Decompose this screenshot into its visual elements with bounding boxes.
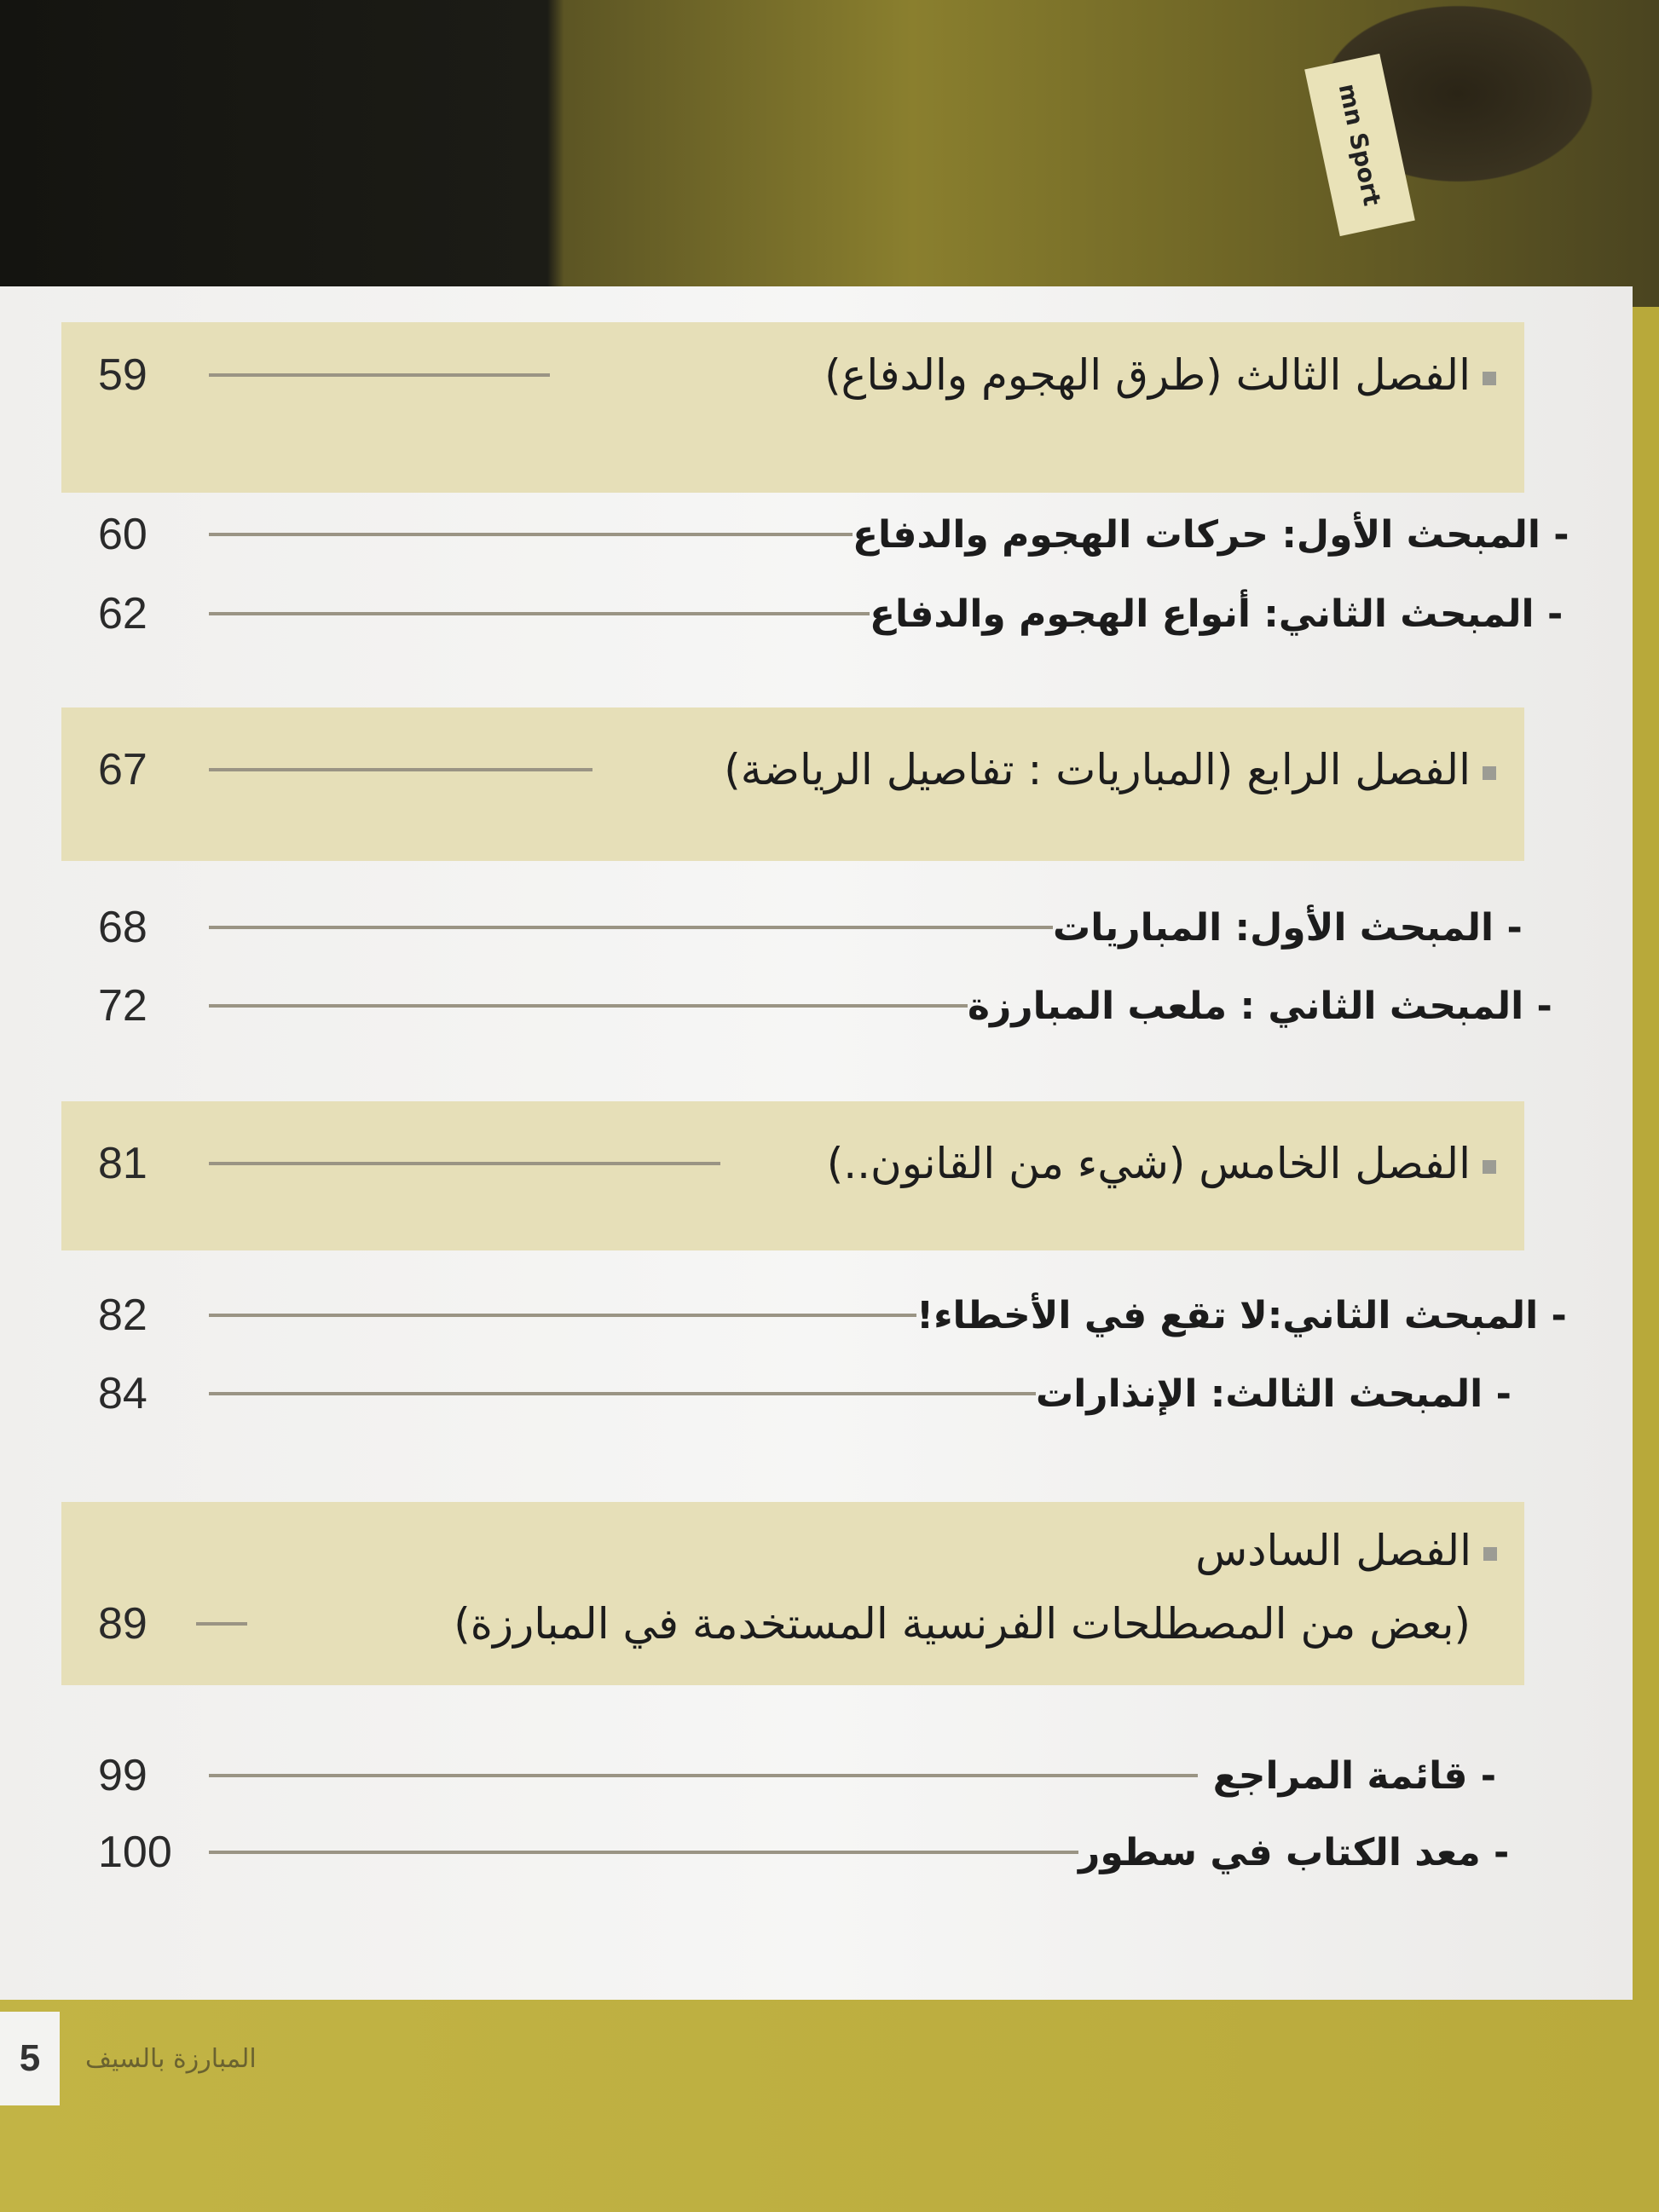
toc-entry-section[interactable] [98, 902, 1523, 953]
page-number: 72 [98, 981, 147, 1031]
leader-line [209, 926, 1053, 929]
toc-entry-author[interactable] [98, 1827, 1510, 1878]
bullet-icon [1483, 1160, 1496, 1174]
toc-entry-references[interactable] [98, 1750, 1496, 1801]
page-number: 99 [98, 1751, 147, 1800]
sport-tag: mn Sport [1304, 54, 1415, 236]
bottom-strip [0, 2000, 1659, 2212]
toc-entry-chapter-3[interactable] [98, 345, 1496, 405]
page-number: 62 [98, 589, 147, 638]
toc-entry-chapter-4[interactable] [98, 740, 1496, 800]
section-title: - المبحث الثاني: أنواع الهجوم والدفاع [870, 592, 1564, 636]
page-number: 59 [98, 350, 147, 400]
chapter-title: الفصل الثالث (طرق الهجوم والدفاع) [550, 350, 1496, 400]
chapter-title: (بعض من المصطلحات الفرنسية المستخدمة في المبارزة) [454, 1599, 1471, 1649]
page-number: 81 [98, 1139, 147, 1188]
toc-entry-chapter-6[interactable] [98, 1594, 1496, 1654]
section-title: - المبحث الأول: حركات الهجوم والدفاع [853, 512, 1569, 557]
leader-line [209, 1851, 1078, 1854]
page-number: 60 [98, 510, 147, 559]
chapter-title: الفصل الخامس (شيء من القانون..) [720, 1139, 1496, 1188]
toc-entry-section[interactable] [98, 980, 1552, 1031]
section-title: - المبحث الثالث: الإنذارات [1036, 1372, 1512, 1416]
header-photo [0, 0, 1659, 307]
bullet-icon [1483, 1547, 1497, 1561]
leader-line [209, 1774, 1198, 1777]
toc-entry-section[interactable] [98, 509, 1569, 560]
chapter-6-heading: الفصل السادس [1195, 1526, 1497, 1575]
leader-line [209, 373, 550, 377]
leader-line [209, 1162, 720, 1165]
page-number: 82 [98, 1291, 147, 1340]
section-title: - المبحث الأول: المباريات [1053, 905, 1523, 950]
page-number: 89 [98, 1599, 147, 1649]
toc-entry-section[interactable] [98, 1290, 1567, 1341]
leader-line [209, 1004, 968, 1008]
page-number: 68 [98, 903, 147, 952]
toc-entry-chapter-5[interactable] [98, 1134, 1496, 1193]
bullet-icon [1483, 372, 1496, 385]
section-title: - قائمة المراجع [1212, 1753, 1496, 1798]
page-number: 67 [98, 745, 147, 794]
footer-book-title: المبارزة بالسيف [85, 2044, 257, 2074]
chapter-title: الفصل الرابع (المباريات : تفاصيل الرياضة) [592, 745, 1496, 794]
section-title: - المبحث الثاني:لا تقع في الأخطاء! [916, 1293, 1567, 1337]
toc-entry-section[interactable] [98, 588, 1564, 639]
bullet-icon [1483, 766, 1496, 780]
toc-entry-section[interactable] [98, 1368, 1512, 1419]
footer-page-number: 5 [0, 2012, 60, 2105]
leader-line [209, 533, 853, 536]
section-title: - معد الكتاب في سطور [1078, 1830, 1510, 1874]
leader-line [209, 612, 870, 615]
page-number: 100 [98, 1828, 172, 1877]
leader-line [196, 1622, 247, 1626]
section-title: - المبحث الثاني : ملعب المبارزة [968, 984, 1552, 1028]
leader-line [209, 1392, 1036, 1395]
leader-line [209, 768, 592, 771]
page-number: 84 [98, 1369, 147, 1418]
leader-line [209, 1314, 916, 1317]
